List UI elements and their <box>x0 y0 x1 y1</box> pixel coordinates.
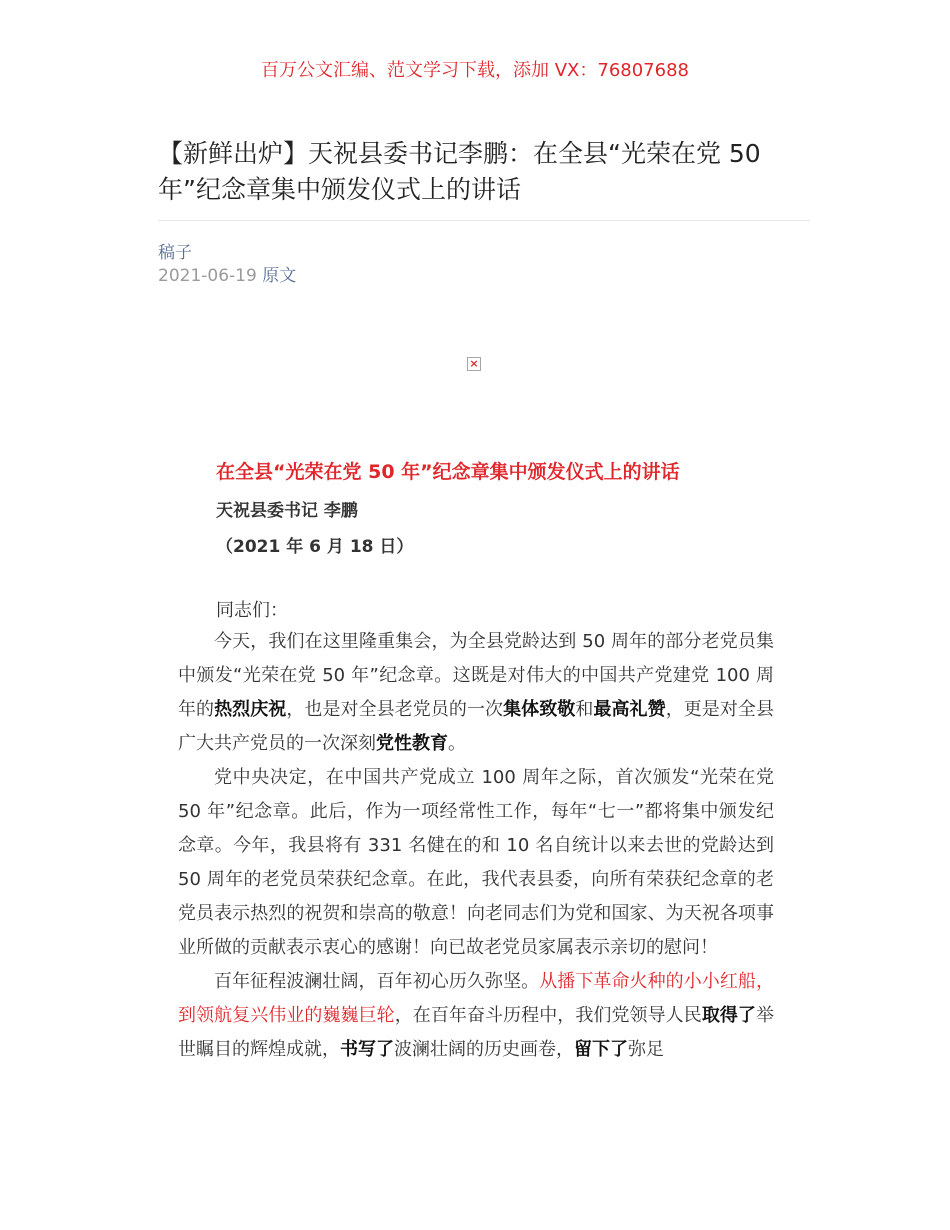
text-run: 举世瞩目的辉煌成就， <box>178 1005 774 1060</box>
highlight-red: 从播下革命火种的小小红船，到领航复兴伟业的巍巍巨轮 <box>178 971 775 1026</box>
paragraph-1 <box>178 625 774 761</box>
article-author[interactable]: 稿子 <box>158 243 192 263</box>
text-run: 弥足 <box>628 1039 664 1060</box>
speech-date: （2021 年 6 月 18 日） <box>216 537 414 557</box>
text-run: 今天，我们在这里隆重集会，为全县党龄达到 50 周年的部分老党员集中颁发“光荣在党 50 年”纪念章。这既是对伟大的中国共产党建党 100 周年的 <box>178 631 774 720</box>
emphasis: 取得了 <box>701 1005 756 1026</box>
text-run: 。 <box>448 733 466 754</box>
text-run: ，更是对全县广大共产党员的一次深刻 <box>178 699 774 754</box>
broken-image-icon: × <box>467 357 481 371</box>
text-run: 和 <box>575 699 594 720</box>
promo-banner: 百万公文汇编、范文学习下载，添加 VX：76807688 <box>261 60 689 81</box>
text-run: 百年征程波澜壮阔，百年初心历久弥坚。 <box>214 971 540 992</box>
speech-title: 在全县“光荣在党 50 年”纪念章集中颁发仪式上的讲话 <box>216 461 680 483</box>
emphasis: 留下了 <box>574 1039 628 1060</box>
speech-body <box>178 625 774 1067</box>
speech-speaker: 天祝县委书记 李鹏 <box>216 501 358 521</box>
text-run: ，在百年奋斗历程中，我们党领导人民 <box>394 1005 702 1026</box>
publish-date: 2021-06-19 <box>158 266 257 286</box>
emphasis: 集体致敬 <box>503 699 576 720</box>
emphasis: 最高礼赞 <box>593 699 666 720</box>
title-divider <box>158 220 810 221</box>
paragraph-2: 党中央决定，在中国共产党成立 100 周年之际，首次颁发“光荣在党 50 年”纪念章。此后，作为一项经常性工作，每年“七一”都将集中颁发纪念章。今年，我县将有 331 名健在的和 10 名自统计以来去世的党龄达到 50 周年的老党员荣获纪念章。在此，我代表县委，向所有荣获纪念章的老党员表示热烈的祝贺和崇高的敬意！向老同志们为党和国家、为天祝各项事业所做的贡献表示衷心的感谢！向已故老党员家属表示亲切的慰问！ <box>178 767 774 958</box>
paragraph-3 <box>178 965 774 1067</box>
emphasis: 书写了 <box>340 1039 394 1060</box>
speech-greeting: 同志们： <box>216 600 288 621</box>
text-run: ，也是对全县老党员的一次 <box>286 699 504 720</box>
article-meta <box>158 261 296 286</box>
emphasis: 党性教育 <box>376 733 448 754</box>
article-title: 【新鲜出炉】天祝县委书记李鹏：在全县“光荣在党 50 年”纪念章集中颁发仪式上的讲话 <box>158 139 761 204</box>
emphasis: 热烈庆祝 <box>214 699 287 720</box>
source-link[interactable]: 原文 <box>262 266 297 286</box>
text-run: 波澜壮阔的历史画卷， <box>394 1039 574 1060</box>
